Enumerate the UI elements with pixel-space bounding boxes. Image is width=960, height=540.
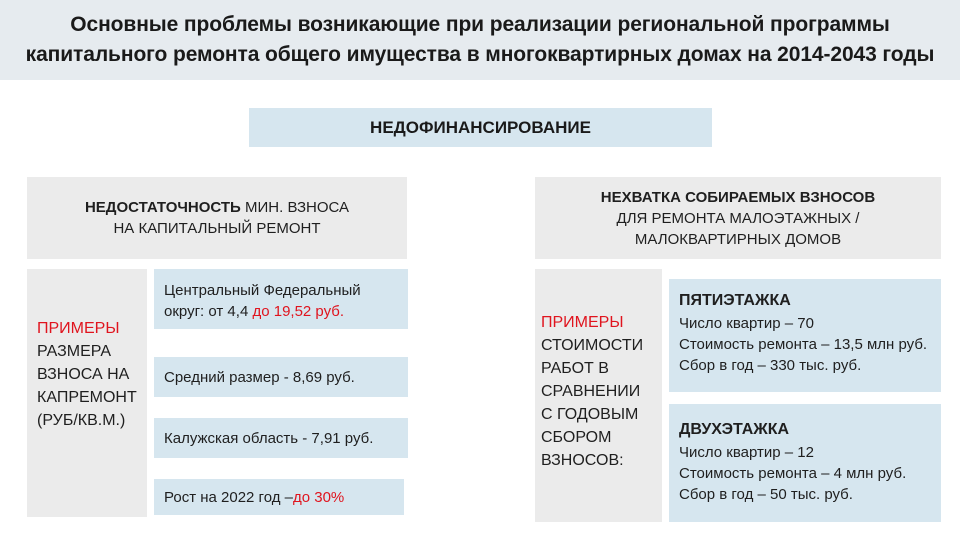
right-examples-line-4: С ГОДОВЫМ — [541, 406, 639, 423]
average-size-box — [154, 357, 408, 397]
two-storey-apartments: Число квартир – 12 — [679, 444, 814, 461]
growth-text: Рост на 2022 год – — [164, 488, 293, 506]
central-district-line-1: Центральный Федеральный — [164, 282, 361, 299]
two-storey-cost: Стоимость ремонта – 4 млн руб. — [679, 465, 907, 482]
slide-title-line-2: капитального ремонта общего имущества в многоквартирных домах на 2014-2043 годы — [25, 43, 935, 66]
left-examples-title: ПРИМЕРЫ — [37, 320, 120, 337]
contribution-shortfall-heading — [535, 177, 941, 259]
right-examples-line-3: СРАВНЕНИИ — [541, 383, 641, 400]
central-district-from: округ: от 4,4 — [164, 303, 253, 320]
underfunding-banner — [249, 108, 712, 147]
shortfall-line-1: НЕХВАТКА СОБИРАЕМЫХ ВЗНОСОВ — [600, 188, 876, 206]
left-examples-line-3: КАПРЕМОНТ — [37, 389, 137, 406]
left-examples-panel — [27, 269, 147, 517]
right-examples-line-5: СБОРОМ — [541, 429, 612, 446]
insufficient-bold-word: НЕДОСТАТОЧНОСТЬ — [84, 199, 241, 216]
five-storey-yearly: Сбор в год – 330 тыс. руб. — [679, 357, 862, 374]
five-storey-box — [669, 279, 941, 392]
insufficient-rest: МИН. ВЗНОСА — [240, 199, 350, 216]
growth-box — [154, 479, 404, 515]
left-examples-line-4: (РУБ/КВ.М.) — [37, 412, 126, 429]
five-storey-apartments: Число квартир – 70 — [679, 315, 814, 332]
left-examples-line-1: РАЗМЕРА — [37, 343, 112, 360]
central-district-line-2 — [164, 301, 408, 322]
right-examples-line-6: ВЗНОСОВ: — [541, 452, 624, 469]
right-examples-title: ПРИМЕРЫ — [541, 314, 624, 331]
underfunding-label: НЕДОФИНАНСИРОВАНИЕ — [370, 117, 591, 137]
two-storey-title: ДВУХЭТАЖКА — [679, 421, 790, 438]
central-district-to: до 19,52 руб. — [252, 303, 345, 320]
slide-title-line-1: Основные проблемы возникающие при реализации региональной программы — [70, 13, 890, 36]
right-examples-panel — [535, 269, 662, 522]
two-storey-box — [669, 404, 941, 522]
shortfall-line-3: МАЛОКВАРТИРНЫХ ДОМОВ — [634, 230, 842, 248]
kaluga-box — [154, 418, 408, 458]
left-examples-line-2: ВЗНОСА НА — [37, 366, 130, 383]
central-district-box — [154, 269, 408, 329]
five-storey-cost: Стоимость ремонта – 13,5 млн руб. — [679, 336, 928, 353]
kaluga-text: Калужская область - 7,91 руб. — [164, 429, 374, 447]
insufficient-contribution-line-2: НА КАПИТАЛЬНЫЙ РЕМОНТ — [113, 220, 321, 237]
shortfall-line-2: ДЛЯ РЕМОНТА МАЛОЭТАЖНЫХ / — [616, 209, 860, 227]
right-examples-line-2: РАБОТ В — [541, 360, 609, 377]
five-storey-title: ПЯТИЭТАЖКА — [679, 292, 791, 309]
average-size-text: Средний размер - 8,69 руб. — [164, 368, 355, 386]
insufficient-contribution-line-1 — [85, 197, 349, 218]
two-storey-yearly: Сбор в год – 50 тыс. руб. — [679, 486, 853, 503]
slide-title — [0, 0, 960, 80]
right-examples-line-1: СТОИМОСТИ — [541, 337, 644, 354]
growth-value: до 30% — [292, 488, 345, 506]
insufficient-contribution-heading — [27, 177, 407, 259]
